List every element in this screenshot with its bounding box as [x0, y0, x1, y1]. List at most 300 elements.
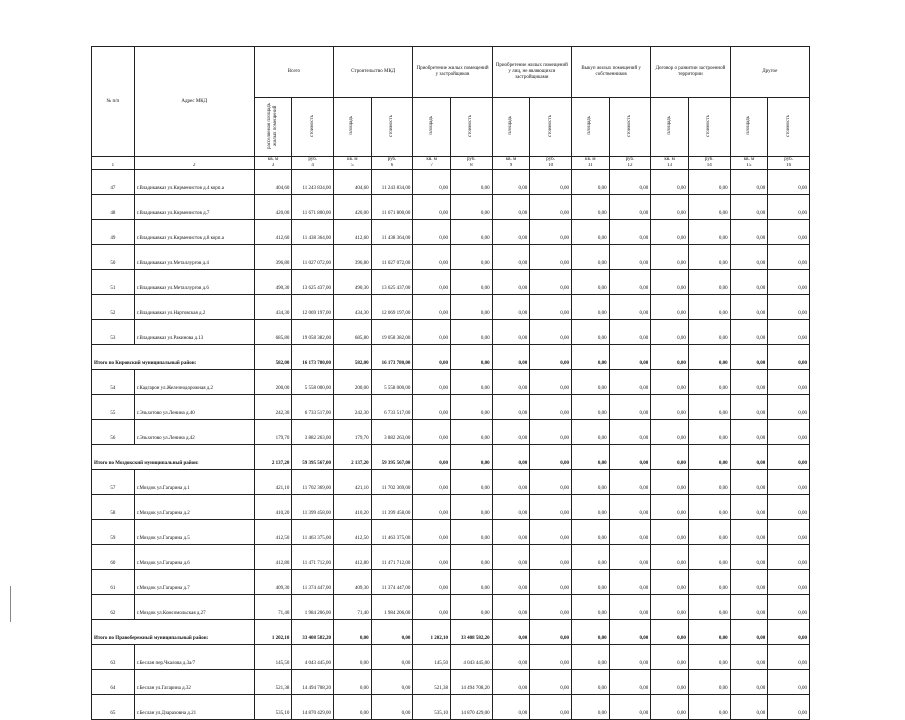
group-header-buyout: Выкуп жилых помещений у собственников [571, 47, 650, 98]
cell-cost: 11 027 072,00 [292, 245, 334, 270]
row-number: 50 [92, 245, 135, 270]
cell-cost: 0,00 [688, 695, 730, 720]
subheader-area [413, 98, 451, 157]
cell-area: 0,00 [492, 270, 530, 295]
cell-area: 420,00 [334, 195, 372, 220]
cell-area: 0,00 [730, 245, 768, 270]
cell-area: 0,00 [492, 620, 530, 645]
column-number: 8 [450, 163, 492, 170]
table-row [92, 195, 810, 220]
table-row [92, 320, 810, 345]
cell-area: 0,00 [413, 320, 451, 345]
cell-cost: 0,00 [530, 695, 572, 720]
cell-cost: 0,00 [688, 395, 730, 420]
document-sheet [91, 46, 810, 720]
cell-area: 0,00 [651, 595, 689, 620]
cell-cost: 14 494 708,20 [292, 670, 334, 695]
cell-area: 2 137,20 [254, 445, 292, 470]
cell-cost: 0,00 [530, 170, 572, 195]
cell-area: 0,00 [413, 595, 451, 620]
cell-cost: 0,00 [688, 345, 730, 370]
cell-area: 521,38 [254, 670, 292, 695]
subheader-cost [688, 98, 730, 157]
row-number: 64 [92, 670, 135, 695]
cell-area: 0,00 [492, 495, 530, 520]
cell-cost: 0,00 [768, 545, 810, 570]
subtotal-label: Итого по Правобережный муниципальный район: [92, 620, 255, 645]
cell-cost: 0,00 [768, 695, 810, 720]
cell-cost: 11 374 447,00 [292, 570, 334, 595]
cell-cost: 11 399 458,00 [292, 495, 334, 520]
row-address: г.Моздок ул.Гагарина д.1 [134, 470, 254, 495]
cell-cost: 1 984 206,00 [371, 595, 413, 620]
cell-cost: 0,00 [450, 495, 492, 520]
subheader-cost-label: стоимость [626, 114, 632, 137]
cell-cost: 0,00 [371, 620, 413, 645]
row-address: г.Владикавказ ул.Ракинова д.13 [134, 320, 254, 345]
table-row [92, 670, 810, 695]
cell-cost: 4 043 445,00 [450, 645, 492, 670]
row-address: г.Моздок ул.Гагарина д.7 [134, 570, 254, 595]
cell-area: 0,00 [492, 695, 530, 720]
subheader-area [334, 98, 372, 157]
cell-cost: 0,00 [688, 370, 730, 395]
cell-cost: 0,00 [768, 670, 810, 695]
cell-cost: 0,00 [768, 645, 810, 670]
subheader-cost [609, 98, 651, 157]
cell-cost: 11 438 364,00 [292, 220, 334, 245]
cell-area: 0,00 [730, 595, 768, 620]
cell-area: 0,00 [571, 370, 609, 395]
cell-area: 0,00 [730, 495, 768, 520]
cell-cost: 0,00 [609, 320, 651, 345]
subtotal-label: Итого по Моздокский муниципальный район: [92, 445, 255, 470]
cell-area: 490,30 [254, 270, 292, 295]
cell-area: 0,00 [730, 470, 768, 495]
cell-cost: 0,00 [768, 620, 810, 645]
cell-cost: 0,00 [609, 695, 651, 720]
cell-cost: 0,00 [688, 220, 730, 245]
cell-area: 0,00 [571, 320, 609, 345]
cell-cost: 0,00 [768, 520, 810, 545]
row-address: г.Владикавказ ул.Нартовская д.2 [134, 295, 254, 320]
cell-area: 0,00 [334, 620, 372, 645]
cell-cost: 11 243 834,00 [292, 170, 334, 195]
cell-area: 0,00 [651, 170, 689, 195]
subheader-area-label: площадь [428, 116, 434, 135]
cell-cost: 0,00 [688, 195, 730, 220]
cell-area: 0,00 [730, 170, 768, 195]
column-number: 3 [254, 163, 292, 170]
cell-cost: 0,00 [530, 670, 572, 695]
subheader-area-label: площадь [587, 116, 593, 135]
cell-cost: 11 463 375,00 [371, 520, 413, 545]
cell-area: 0,00 [651, 520, 689, 545]
cell-area: 0,00 [571, 520, 609, 545]
cell-cost: 0,00 [609, 495, 651, 520]
cell-cost: 0,00 [609, 295, 651, 320]
cell-area: 0,00 [571, 170, 609, 195]
cell-area: 0,00 [730, 295, 768, 320]
cell-cost: 4 043 445,00 [292, 645, 334, 670]
cell-cost: 0,00 [609, 195, 651, 220]
cell-cost: 0,00 [609, 345, 651, 370]
cell-cost: 0,00 [530, 195, 572, 220]
subheader-area-label: площадь [349, 116, 355, 135]
cell-cost: 11 702 369,00 [292, 470, 334, 495]
cell-area: 0,00 [571, 695, 609, 720]
cell-area: 0,00 [651, 295, 689, 320]
row-address: г.Владикавказ ул.Металлургов д.4 [134, 245, 254, 270]
cell-cost: 11 463 375,00 [292, 520, 334, 545]
cell-area: 2 137,20 [334, 445, 372, 470]
subheader-area [651, 98, 689, 157]
cell-cost: 0,00 [768, 295, 810, 320]
cell-area: 0,00 [730, 395, 768, 420]
cell-cost: 0,00 [450, 270, 492, 295]
cell-cost: 0,00 [450, 195, 492, 220]
cell-area: 0,00 [492, 420, 530, 445]
cell-area: 404,60 [334, 170, 372, 195]
header-address: Адрес МКД [134, 47, 254, 157]
unit-area: кв. м [492, 157, 530, 164]
cell-area: 0,00 [730, 320, 768, 345]
cell-cost: 0,00 [609, 645, 651, 670]
table-row [92, 245, 810, 270]
subheader-area [730, 98, 768, 157]
cell-cost: 0,00 [688, 570, 730, 595]
cell-area: 0,00 [334, 670, 372, 695]
row-address: г.Беслан ул.Гагарина д.32 [134, 670, 254, 695]
cell-area: 0,00 [413, 520, 451, 545]
header-no: № п/п [92, 47, 135, 157]
cell-cost: 0,00 [609, 445, 651, 470]
cell-area: 0,00 [730, 645, 768, 670]
cell-area: 0,00 [571, 495, 609, 520]
cell-cost: 0,00 [609, 545, 651, 570]
resettlement-table [91, 46, 810, 720]
cell-area: 0,00 [492, 570, 530, 595]
cell-area: 0,00 [413, 270, 451, 295]
cell-area: 0,00 [334, 695, 372, 720]
table-row [92, 420, 810, 445]
subheader-cost-label: стоимость [547, 114, 553, 137]
row-number: 60 [92, 545, 135, 570]
cell-cost: 5 558 000,00 [371, 370, 413, 395]
row-number: 47 [92, 170, 135, 195]
cell-area: 200,00 [334, 370, 372, 395]
cell-cost: 0,00 [450, 470, 492, 495]
cell-area: 0,00 [492, 545, 530, 570]
cell-area: 421,10 [334, 470, 372, 495]
cell-cost: 0,00 [450, 245, 492, 270]
cell-cost: 11 027 072,00 [371, 245, 413, 270]
cell-cost: 33 408 582,20 [450, 620, 492, 645]
cell-area: 242,30 [254, 395, 292, 420]
column-number: 11 [571, 163, 609, 170]
group-header-development-contract: Договор о развитии застроенной территории [651, 47, 730, 98]
cell-cost: 33 408 582,20 [292, 620, 334, 645]
group-header-construction: Строительство МКД [334, 47, 413, 98]
cell-cost: 0,00 [768, 320, 810, 345]
cell-area: 0,00 [571, 220, 609, 245]
cell-cost: 0,00 [768, 170, 810, 195]
cell-cost: 0,00 [688, 520, 730, 545]
table-row [92, 370, 810, 395]
cell-cost: 0,00 [768, 495, 810, 520]
cell-cost: 0,00 [450, 395, 492, 420]
group-header-total: Всего [254, 47, 333, 98]
cell-area: 179,70 [254, 420, 292, 445]
group-header-purchase-developers: Приобретение жилых помещений у застройщиков [413, 47, 492, 98]
table-row [92, 570, 810, 595]
subheader-cost-label: стоимость [388, 114, 394, 137]
cell-area: 0,00 [730, 445, 768, 470]
cell-area: 0,00 [651, 370, 689, 395]
cell-area: 409,30 [254, 570, 292, 595]
cell-cost: 0,00 [450, 445, 492, 470]
cell-area: 0,00 [571, 195, 609, 220]
cell-area: 0,00 [651, 270, 689, 295]
cell-area: 0,00 [730, 370, 768, 395]
cell-area: 1 202,10 [254, 620, 292, 645]
cell-cost: 0,00 [450, 345, 492, 370]
cell-area: 0,00 [492, 395, 530, 420]
cell-cost: 14 494 708,20 [450, 670, 492, 695]
cell-area: 0,00 [651, 220, 689, 245]
cell-cost: 0,00 [688, 420, 730, 445]
unit-cost: руб. [450, 157, 492, 164]
cell-area: 0,00 [651, 445, 689, 470]
cell-cost: 0,00 [530, 470, 572, 495]
subheader-area [492, 98, 530, 157]
group-header-purchase-non-developers: Приобретение жилых помещений у лиц, не являющихся застройщиками [492, 47, 571, 98]
cell-cost: 0,00 [768, 420, 810, 445]
subtotal-label: Итого по Кировский муниципальный район: [92, 345, 255, 370]
cell-cost: 0,00 [530, 220, 572, 245]
subheader-area [254, 98, 292, 157]
cell-area: 0,00 [730, 345, 768, 370]
cell-cost: 0,00 [530, 420, 572, 445]
subheader-cost [530, 98, 572, 157]
row-address: г.Эльхотово ул.Ленина д.42 [134, 420, 254, 445]
row-number: 55 [92, 395, 135, 420]
cell-cost: 0,00 [768, 370, 810, 395]
cell-area: 0,00 [730, 520, 768, 545]
cell-cost: 14 870 429,00 [450, 695, 492, 720]
cell-area: 0,00 [730, 195, 768, 220]
cell-cost: 0,00 [530, 645, 572, 670]
subtotal-row [92, 445, 810, 470]
table-row [92, 170, 810, 195]
cell-area: 0,00 [413, 495, 451, 520]
cell-cost: 0,00 [530, 595, 572, 620]
row-number: 56 [92, 420, 135, 445]
unit-area: кв. м [413, 157, 451, 164]
row-number: 49 [92, 220, 135, 245]
cell-cost: 0,00 [768, 470, 810, 495]
cell-area: 145,50 [413, 645, 451, 670]
row-address: г.Эльхотово ул.Ленина д.40 [134, 395, 254, 420]
subtotal-row [92, 345, 810, 370]
page-margin-mark [10, 586, 11, 622]
cell-area: 0,00 [413, 170, 451, 195]
cell-area: 0,00 [651, 320, 689, 345]
cell-area: 0,00 [651, 545, 689, 570]
cell-cost: 0,00 [609, 170, 651, 195]
cell-area: 0,00 [571, 445, 609, 470]
cell-cost: 0,00 [530, 620, 572, 645]
cell-area: 0,00 [571, 470, 609, 495]
cell-area: 0,00 [651, 570, 689, 595]
table-row [92, 495, 810, 520]
cell-area: 0,00 [730, 220, 768, 245]
row-address: г.Беслан ул.Дзараховна д.21 [134, 695, 254, 720]
cell-cost: 14 870 429,00 [292, 695, 334, 720]
cell-area: 0,00 [492, 445, 530, 470]
cell-area: 409,30 [334, 570, 372, 595]
cell-cost: 19 058 382,00 [371, 320, 413, 345]
table-row [92, 220, 810, 245]
row-number: 59 [92, 520, 135, 545]
unit-area: кв. м [571, 157, 609, 164]
cell-area: 0,00 [571, 270, 609, 295]
cell-area: 0,00 [571, 670, 609, 695]
cell-area: 242,30 [334, 395, 372, 420]
cell-cost: 13 625 437,00 [371, 270, 413, 295]
cell-cost: 0,00 [609, 370, 651, 395]
cell-area: 0,00 [413, 395, 451, 420]
cell-area: 0,00 [413, 195, 451, 220]
cell-cost: 0,00 [768, 195, 810, 220]
cell-cost: 59 395 567,00 [371, 445, 413, 470]
cell-area: 0,00 [492, 595, 530, 620]
cell-cost: 0,00 [450, 370, 492, 395]
row-address: г.Владикавказ ул.Металлургов д.6 [134, 270, 254, 295]
cell-area: 0,00 [730, 620, 768, 645]
cell-area: 0,00 [571, 295, 609, 320]
cell-area: 0,00 [571, 395, 609, 420]
subheader-cost [292, 98, 334, 157]
cell-cost: 5 558 000,00 [292, 370, 334, 395]
row-number: 51 [92, 270, 135, 295]
cell-area: 582,00 [334, 345, 372, 370]
cell-cost: 11 702 369,00 [371, 470, 413, 495]
subheader-area-label: площадь [507, 116, 513, 135]
cell-area: 685,80 [254, 320, 292, 345]
column-number: 2 [134, 163, 254, 170]
table-row [92, 395, 810, 420]
unit-cost: руб. [609, 157, 651, 164]
cell-area: 412,80 [254, 545, 292, 570]
column-number: 14 [688, 163, 730, 170]
unit-area: кв. м [730, 157, 768, 164]
cell-cost: 0,00 [688, 295, 730, 320]
unit-cost: руб. [530, 157, 572, 164]
cell-cost: 0,00 [768, 595, 810, 620]
unit-cost: руб. [371, 157, 413, 164]
cell-area: 0,00 [492, 645, 530, 670]
subheader-area [571, 98, 609, 157]
subheader-area-label: площадь [745, 116, 751, 135]
cell-cost: 0,00 [688, 320, 730, 345]
cell-area: 1 202,10 [413, 620, 451, 645]
column-number: 15 [730, 163, 768, 170]
cell-cost: 0,00 [530, 370, 572, 395]
cell-area: 396,80 [254, 245, 292, 270]
cell-cost: 0,00 [609, 395, 651, 420]
cell-area: 0,00 [651, 470, 689, 495]
cell-area: 535,10 [413, 695, 451, 720]
cell-area: 0,00 [651, 195, 689, 220]
cell-area: 0,00 [651, 495, 689, 520]
cell-area: 0,00 [413, 445, 451, 470]
cell-area: 0,00 [413, 420, 451, 445]
cell-cost: 0,00 [688, 645, 730, 670]
cell-cost: 0,00 [688, 595, 730, 620]
cell-cost: 0,00 [768, 570, 810, 595]
cell-area: 200,00 [254, 370, 292, 395]
cell-area: 582,00 [254, 345, 292, 370]
cell-cost: 0,00 [530, 295, 572, 320]
unit-cost: руб. [688, 157, 730, 164]
cell-cost: 11 471 712,00 [371, 545, 413, 570]
cell-cost: 0,00 [688, 270, 730, 295]
cell-area: 0,00 [413, 545, 451, 570]
row-number: 57 [92, 470, 135, 495]
cell-area: 71,40 [254, 595, 292, 620]
subheader-area-label: площадь [666, 116, 672, 135]
row-address: г.Беслан пер.Чкалова д.3а/7 [134, 645, 254, 670]
cell-cost: 1 984 206,00 [292, 595, 334, 620]
cell-area: 0,00 [334, 645, 372, 670]
row-address: г.Моздок ул.Гагарина д.6 [134, 545, 254, 570]
cell-cost: 0,00 [450, 545, 492, 570]
cell-area: 0,00 [571, 570, 609, 595]
row-address: г.Моздок ул.Гагарина д.2 [134, 495, 254, 520]
cell-cost: 0,00 [768, 245, 810, 270]
column-number: 10 [530, 163, 572, 170]
cell-cost: 0,00 [530, 545, 572, 570]
cell-area: 0,00 [571, 420, 609, 445]
cell-area: 0,00 [651, 395, 689, 420]
cell-area: 145,50 [254, 645, 292, 670]
cell-cost: 0,00 [609, 420, 651, 445]
cell-area: 0,00 [651, 345, 689, 370]
cell-cost: 0,00 [609, 620, 651, 645]
unit-area: кв. м [651, 157, 689, 164]
cell-cost: 0,00 [530, 320, 572, 345]
cell-area: 0,00 [492, 520, 530, 545]
row-number: 63 [92, 645, 135, 670]
cell-cost: 0,00 [530, 245, 572, 270]
cell-area: 0,00 [571, 345, 609, 370]
row-address: г.Моздок ул.Гагарина д.5 [134, 520, 254, 545]
cell-area: 0,00 [492, 670, 530, 695]
cell-area: 0,00 [492, 370, 530, 395]
cell-area: 0,00 [492, 345, 530, 370]
cell-cost: 0,00 [609, 220, 651, 245]
cell-area: 0,00 [571, 645, 609, 670]
subheader-area-label: расселяемая площадь жилых помещений [267, 102, 278, 149]
table-row [92, 270, 810, 295]
cell-cost: 11 243 834,00 [371, 170, 413, 195]
subheader-cost-label: стоимость [309, 114, 315, 137]
cell-cost: 11 438 364,00 [371, 220, 413, 245]
cell-area: 0,00 [730, 670, 768, 695]
cell-area: 412,50 [254, 520, 292, 545]
cell-area: 0,00 [730, 545, 768, 570]
